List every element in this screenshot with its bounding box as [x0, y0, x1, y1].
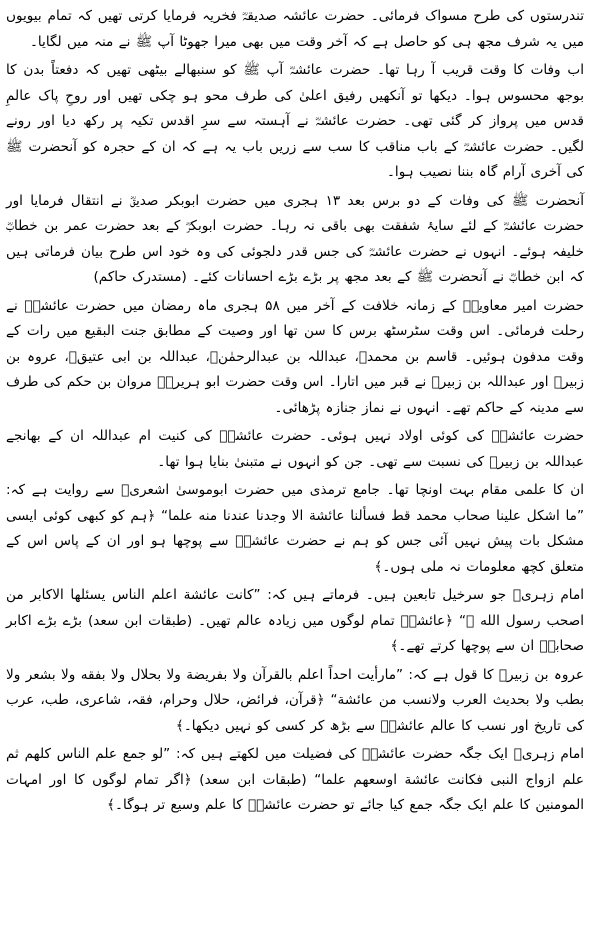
paragraph-zuhri-fazilat: امام زہریؒ ایک جگہ حضرت عائشہؓ کی فضیلت میں لکھتے ہیں کہ: ”لو جمع علم الناس کلهم ثم علم ازواج النبی فکانت عائشة اوسعهم علما“ (طبقات ابن سعد) ﴿اگر تمام لوگوں کا اور امہات المومنین کا علم ایک جگہ جمع کیا جائے تو حضرت عائشہؓ کا علم وسیع تر ہوگا۔﴾	[6, 746, 584, 813]
paragraph-urwa-qaul: عروہ بن زبیرؓ کا قول ہے کہ: ”مارأیت احداً اعلم بالقرآن ولا بفریضة ولا بحلال ولا بفقه ولا بشعر ولا بطب ولا بحدیث العرب ولانسب من عائشة“ ﴿قرآن، فرائض، حلال وحرام، فقہ، شاعری، طب، عرب کی تاریخ اور نسب کا عالم عائشہؓ سے بڑھ کر کسی کو نہیں دیکھا۔﴾	[6, 666, 584, 734]
paragraph-ilmi-maqam: ان کا علمی مقام بہت اونچا تھا۔ جامع ترمذی میں حضرت ابوموسیٰ اشعریؓ سے روایت ہے کہ: ”ما اشکل علینا صحاب محمد قط فسألنا عائشة الا وجدنا عندنا منه علما“ ﴿ہم کو کبھی کوئی ایسی مشکل بات پیش نہیں آئی جس کو ہم نے حضرت عائشہؓ سے پوچھا ہو اور ان کے پاس اس کے متعلق کچھ معلومات نہ ملی ہوں۔﴾	[6, 482, 584, 575]
paragraph-kunyat: حضرت عائشہؓ کی کوئی اولاد نہیں ہوئی۔ حضرت عائشہؓ کی کنیت ام عبداللہ ان کے بھانجے عبداللہ بن زبیرؓ کی نسبت سے تھی۔ جن کو انہوں نے متبنیٰ بنایا ہوا تھا۔	[6, 428, 584, 470]
paragraph-imam-zuhri: امام زہریؒ جو سرخیل تابعین ہیں۔ فرماتے ہیں کہ: ”کانت عائشة اعلم الناس یسئلها الاکابر من اصحب رسول الله ﷺ“ ﴿عائشہؓ تمام لوگوں میں زیادہ عالم تھیں۔ (طبقات ابن سعد) بڑے بڑے اکابر صحابہؓ ان سے پوچھا کرتے تھے۔﴾	[6, 587, 584, 654]
paragraph-final-moments: اب وفات کا وقت قریب آ رہا تھا۔ حضرت عائشہؓ آپ ﷺ کو سنبھالے بیٹھی تھیں کہ دفعتاً بدن کا بوجھ محسوس ہوا۔ دیکھا تو آنکھیں رفیق اعلیٰ کی طرف محو ہو چکی تھیں اور روحِ پاک عالمِ قدس میں پرواز کر گئی تھی۔ حضرت عائشہؓ نے آہستہ سے سرِ اقدس تکیہ پر رکھ دیا اور رونے لگیں۔ حضرت عائشہؓ کے باب مناقب کا سب سے زریں باب یہ ہے کہ ان کے حجرہ کو آنحضرت ﷺ کی آخری آرام گاہ بننا نصیب ہوا۔	[6, 62, 584, 180]
paragraph-rehlat: حضرت امیر معاویہؓ کے زمانہ خلافت کے آخر میں ۵۸ ہجری ماہ رمضان میں حضرت عائشہؓ نے رحلت فرمائی۔ اس وقت سٹرسٹھ برس کا سن تھا اور وصیت کے مطابق جنت البقیع میں رات کے وقت مدفون ہوئیں۔ قاسم بن محمدؒ، عبداللہ بن عبدالرحمٰنؒ، عبداللہ بن ابی عتیقؒ، عروہ بن زبیرؒ اور عبداللہ بن زبیرؓ نے قبر میں اتارا۔ اس وقت حضرت ابو ہریرہؓ مروان بن حکم کی طرف سے مدینہ کے حاکم تھے۔ انہوں نے نماز جنازہ پڑھائی۔	[6, 297, 584, 416]
paragraph-after-wafat: آنحضرت ﷺ کی وفات کے دو برس بعد ۱۳ ہجری میں حضرت ابوبکر صدیقؓ نے انتقال فرمایا اور حضرت عائشہؓ کے لئے سایۂ شفقت بھی باقی نہ رہا۔ حضرت ابوبکرؓ کے بعد حضرت عمر بن خطابؓ خلیفہ ہوئے۔ انہوں نے حضرت عائشہؓ کی جس قدر دلجوئی کی وہ خود اس طرح بیان فرماتی ہیں کہ ابن خطابؓ نے آنحضرت ﷺ کے بعد مجھ پر بڑے بڑے احسانات کئے۔ (مستدرک حاکم)	[6, 192, 585, 285]
paragraph-miswak: تندرستوں کی طرح مسواک فرمائی۔ حضرت عائشہ صدیقہؓ فخریہ فرمایا کرتی تھیں کہ تمام بیویوں میں یہ شرف مجھ ہی کو حاصل ہے کہ آخر وقت میں بھی میرا جھوٹا آپ ﷺ نے منہ میں لگایا۔	[6, 8, 584, 50]
